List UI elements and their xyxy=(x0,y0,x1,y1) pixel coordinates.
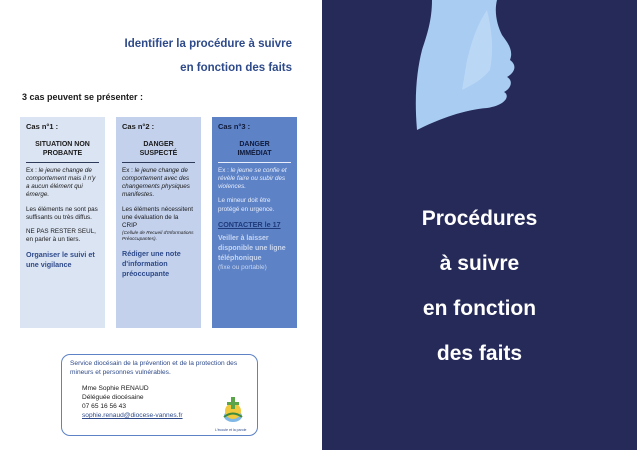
cover-title-line3: en fonction xyxy=(422,297,537,320)
case-example xyxy=(122,167,195,200)
case-card-2 xyxy=(116,117,201,328)
case-heading: Cas n°2 : xyxy=(122,122,155,131)
section-title-line2: en fonction des faits xyxy=(180,62,292,74)
case-action: Organiser le suivi et une vigilance xyxy=(26,250,95,270)
cover-title xyxy=(322,196,637,376)
cover-title-line1: Procédures xyxy=(421,207,538,230)
case-title-line1: SITUATION NON xyxy=(35,140,90,148)
example-label: Ex : xyxy=(26,166,37,174)
case-example xyxy=(26,167,99,200)
case-heading: Cas n°3 : xyxy=(218,122,251,131)
example-text: le jeune se confie et révèle faire ou subir des violences. xyxy=(218,166,287,191)
phone-line-advice-sub: (fixe ou portable) xyxy=(218,263,267,271)
example-text: le jeune change de comportement mais il n'y a aucun élément qui émerge. xyxy=(26,166,96,199)
contact-name: Mme Sophie RENAUD xyxy=(82,384,149,392)
contact-email-link[interactable]: sophie.renaud@diocese-vannes.fr xyxy=(82,412,183,420)
contact-role: Déléguée diocésaine xyxy=(82,394,144,401)
case-title-line2: PROBANTE xyxy=(42,149,83,157)
example-label: Ex : xyxy=(122,166,133,174)
case-title xyxy=(26,140,99,163)
example-label: Ex : xyxy=(218,166,229,174)
cover-title-line4: des faits xyxy=(436,342,523,365)
brochure-cover-panel xyxy=(322,0,637,450)
case-title-line2: IMMÉDIAT xyxy=(237,149,272,157)
crip-definition: (Cellule de Recueil d'Informations Préoccupantes). xyxy=(122,231,194,243)
diocese-logo-icon xyxy=(218,394,248,428)
call-17-link[interactable]: CONTACTER le 17 xyxy=(218,219,281,229)
logo-caption: L'écoute et la parole xyxy=(215,428,247,432)
case-body-text: Les éléments nécessitent une évaluation de la CRIP xyxy=(122,205,194,229)
example-text: le jeune change de comportement avec des changements physiques manifestes. xyxy=(122,166,190,199)
case-title xyxy=(218,140,291,163)
intro-text: 3 cas peuvent se présenter : xyxy=(22,92,144,102)
case-action: Rédiger une note d'information préoccupante xyxy=(122,249,181,279)
contact-phone[interactable]: 07 65 16 56 43 xyxy=(82,403,126,411)
case-title-line1: DANGER xyxy=(239,140,270,148)
case-card-3 xyxy=(212,117,297,328)
case-title xyxy=(122,140,195,163)
case-body xyxy=(122,206,195,243)
face-profile-illustration xyxy=(322,0,637,140)
service-description: Service diocésain de la prévention et de la protection des mineurs et personnes vulnérables. xyxy=(70,360,238,376)
case-heading: Cas n°1 : xyxy=(26,122,59,131)
case-example xyxy=(218,167,291,192)
case-title-line2: SUSPECTÉ xyxy=(139,149,178,157)
phone-line-advice: Veiller à laisser disponible une ligne téléphonique xyxy=(218,235,286,262)
case-title-line1: DANGER xyxy=(143,140,174,148)
cover-title-line2: à suivre xyxy=(439,252,520,275)
case-card-1 xyxy=(20,117,105,328)
case-warning: NE PAS RESTER SEUL, en parler à un tiers. xyxy=(26,227,96,244)
case-body: Le mineur doit être protégé en urgence. xyxy=(218,197,275,213)
section-title-line1: Identifier la procédure à suivre xyxy=(124,38,292,50)
case-body: Les éléments ne sont pas suffisants ou très diffus. xyxy=(26,205,98,221)
